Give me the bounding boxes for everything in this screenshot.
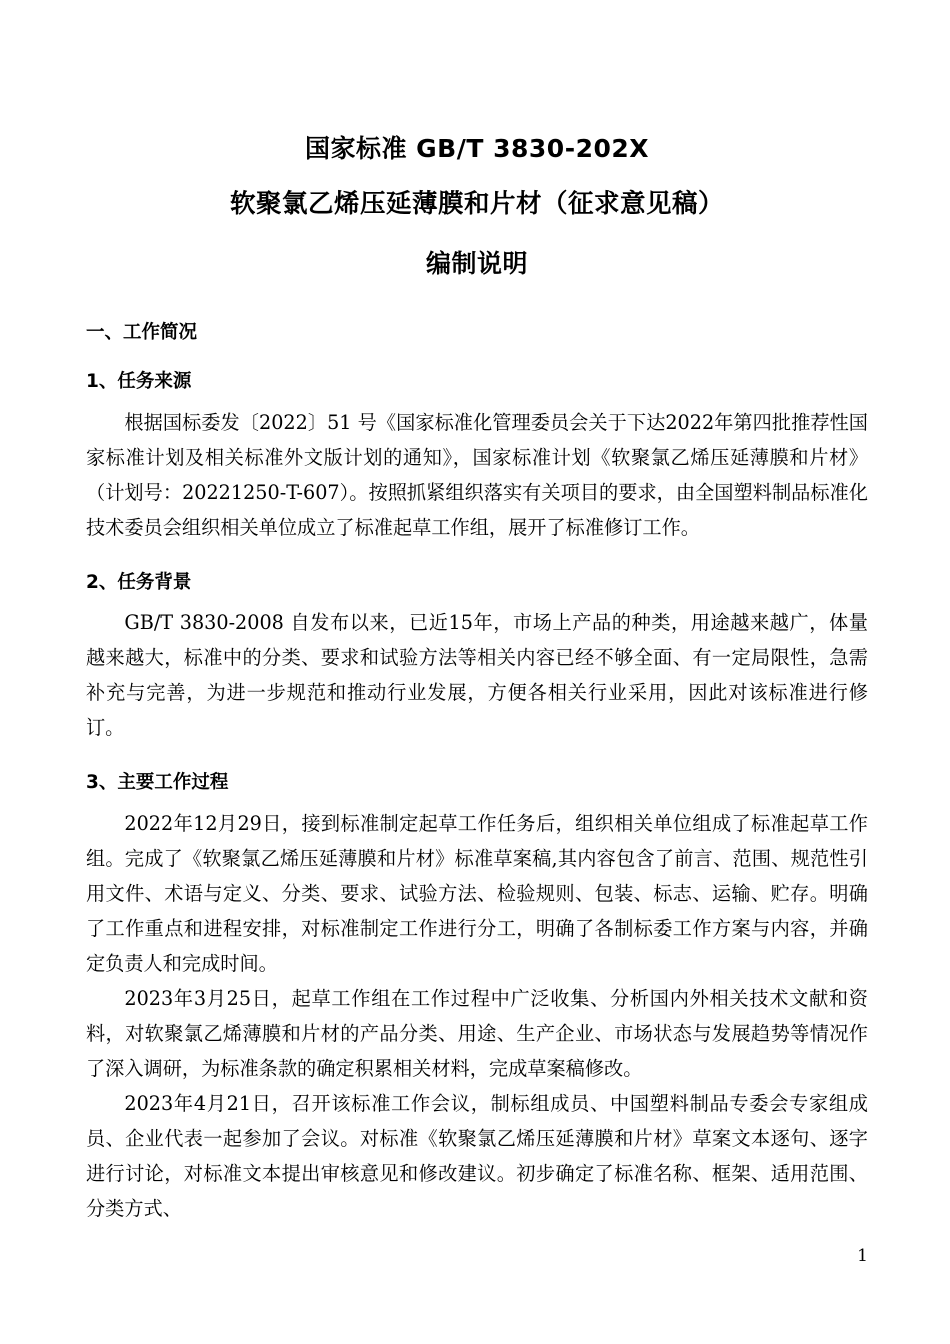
section-heading-task-source: 1、任务来源 — [86, 371, 192, 392]
document-title-standard-number: 国家标准 GB/T 3830-202X — [304, 134, 650, 163]
paragraph-main-work-process-3: 2023年4月21日，召开该标准工作会议，制标组成员、中国塑料制品专委会专家组成员、企业代表一起参加了会议。对标准《软聚氯乙烯压延薄膜和片材》草案文本逐句、逐字进行讨论，对标准文本提出审核意见和修改建议。初步确定了标准名称、框架、适用范围、分类方式、 — [86, 1091, 868, 1220]
paragraph-task-source-1: 根据国标委发〔2022〕51 号《国家标准化管理委员会关于下达2022年第四批推荐性国家标准计划及相关标准外文版计划的通知》，国家标准计划《软聚氯乙烯压延薄膜和片材》（计划号：20221250-T-607）。按照抓紧组织落实有关项目的要求，由全国塑料制品标准化技术委员会组织相关单位成立了标准起草工作组，展开了标准修订工作。 — [86, 410, 868, 539]
document-title-subtitle: 编制说明 — [425, 248, 528, 278]
section-heading-task-background: 2、任务背景 — [86, 571, 192, 593]
page-number: 1 — [857, 1246, 868, 1266]
section-heading-main-work-process: 3、主要工作过程 — [86, 772, 229, 793]
paragraph-main-work-process-2: 2023年3月25日，起草工作组在工作过程中广泛收集、分析国内外相关技术文献和资料，对软聚氯乙烯薄膜和片材的产品分类、用途、生产企业、市场状态与发展趋势等情况作了深入调研，为标准条款的确定积累相关材料，完成草案稿修改。 — [86, 986, 868, 1080]
document-title-standard-name: 软聚氯乙烯压延薄膜和片材（征求意见稿） — [229, 189, 724, 219]
page-content — [86, 0, 868, 1226]
paragraph-main-work-process-1: 2022年12月29日，接到标准制定起草工作任务后，组织相关单位组成了标准起草工作组。完成了《软聚氯乙烯压延薄膜和片材》标准草案稿,其内容包含了前言、范围、规范性引用文件、术语与定义、分类、要求、试验方法、检验规则、包装、标志、运输、贮存。明确了工作重点和进程安排，对标准制定工作进行分工，明确了各制标委工作方案与内容，并确定负责人和完成时间。 — [86, 811, 868, 975]
section-heading-work-overview: 一、工作简况 — [86, 321, 198, 343]
paragraph-task-background-1: GB/T 3830-2008 自发布以来，已近15年，市场上产品的种类，用途越来越广，体量越来越大，标准中的分类、要求和试验方法等相关内容已经不够全面、有一定局限性，急需补充与完善，为进一步规范和推动行业发展，方便各相关行业采用，因此对该标准进行修订。 — [86, 611, 868, 739]
